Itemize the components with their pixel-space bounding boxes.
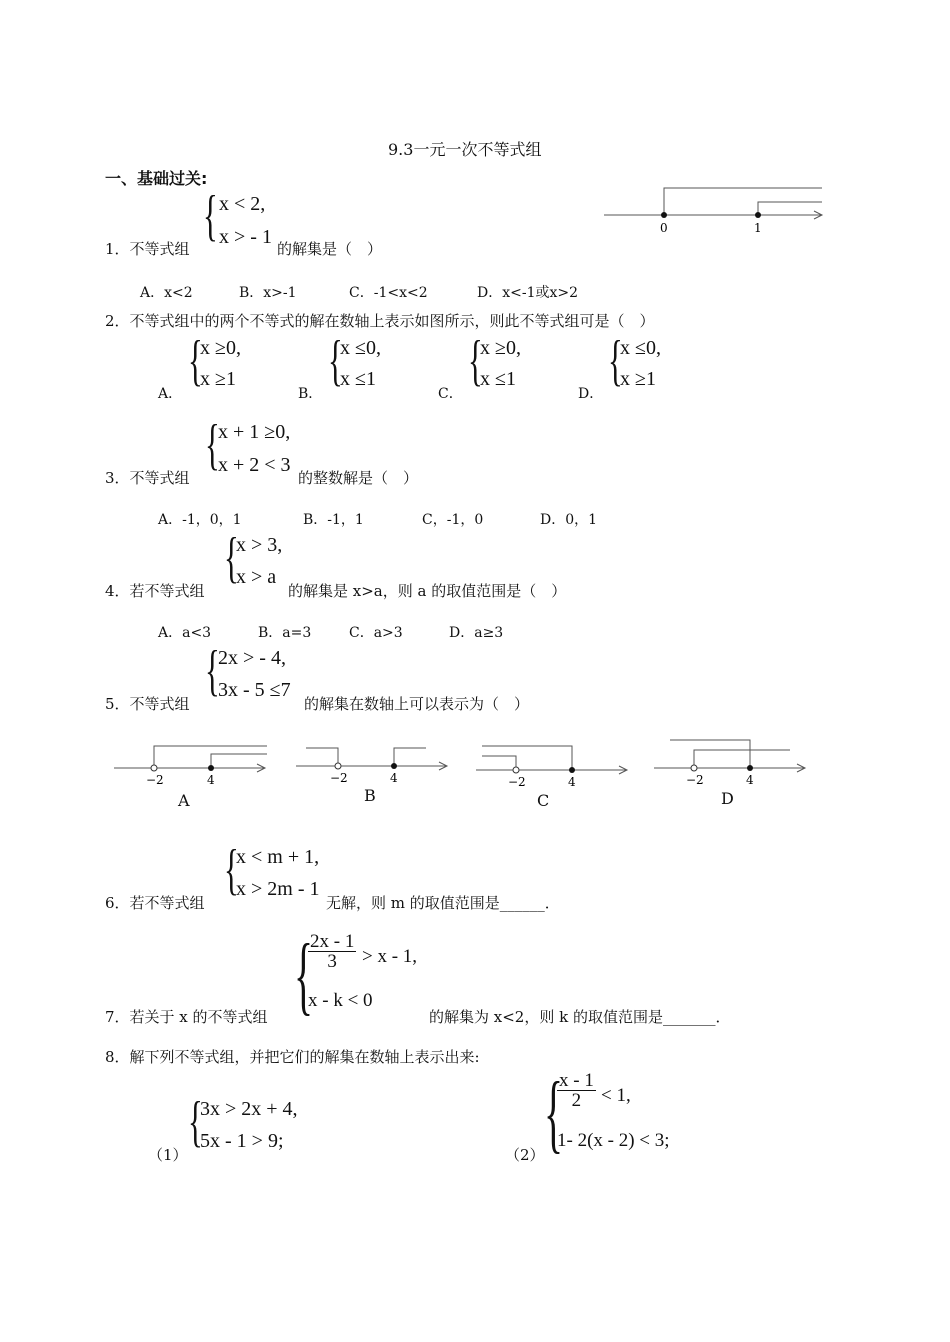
axis-tick-label: 4 [207, 773, 215, 787]
option-c: C．a>3 [349, 625, 403, 641]
option-a: A． [158, 386, 183, 402]
q7-ineq-2: x - k < 0 [308, 990, 373, 1011]
question-3-label: 3．不等式组 [105, 469, 190, 487]
brace-icon: { [294, 927, 314, 1024]
axis-tick-label: 4 [390, 771, 398, 785]
q8-1-ineq-2: 5x - 1 > 9; [200, 1130, 284, 1152]
axis-tick-label: 4 [568, 775, 576, 788]
q4-ineq-1: x > 3, [236, 534, 283, 556]
axis-tick-label: −2 [686, 773, 704, 787]
question-8-text: 8．解下列不等式组，并把它们的解集在数轴上表示出来: [105, 1048, 480, 1066]
q3-ineq-1: x + 1 ≥0, [218, 421, 291, 443]
brace-icon: { [203, 185, 218, 247]
brace-icon: { [205, 414, 220, 476]
question-7-label: 7．若关于 x 的不等式组 [105, 1008, 268, 1026]
brace-icon: { [328, 330, 343, 392]
q2c-ineq-1: x ≥0, [480, 337, 521, 359]
brace-icon: { [188, 1091, 203, 1153]
fraction-denominator: 2 [571, 1090, 582, 1111]
q8-2-fraction [557, 1071, 596, 1110]
option-a: A [178, 791, 190, 810]
question-4-label: 4．若不等式组 [105, 582, 205, 600]
option-a: A．a<3 [158, 625, 212, 641]
option-c: C，-1，0 [422, 512, 484, 528]
brace-icon: { [188, 330, 203, 392]
question-4-tail: 的解集是 x>a，则 a 的取值范围是（ ） [288, 582, 567, 600]
brace-icon: { [205, 640, 220, 702]
q2a-ineq-2: x ≥1 [200, 368, 236, 390]
q1-ineq-2: x > - 1 [219, 226, 272, 248]
q2b-ineq-2: x ≤1 [340, 368, 376, 390]
question-6-label: 6．若不等式组 [105, 894, 205, 912]
q6-ineq-2: x > 2m - 1 [236, 878, 320, 900]
q7-ineq-1-tail: > x - 1, [362, 946, 418, 967]
q1-ineq-1: x < 2, [219, 193, 266, 215]
q2d-ineq-1: x ≤0, [620, 337, 661, 359]
option-a: A．-1，0，1 [158, 512, 242, 528]
brace-icon: { [224, 839, 239, 901]
brace-icon: { [544, 1065, 564, 1162]
option-c: C． [438, 386, 463, 402]
brace-icon: { [224, 527, 239, 589]
axis-tick-label: −2 [146, 773, 164, 787]
brace-icon: { [608, 330, 623, 392]
axis-tick-label: 1 [754, 221, 762, 235]
question-3-tail: 的整数解是（ ） [298, 469, 419, 487]
option-b: B．x>-1 [239, 285, 297, 301]
question-7-tail: 的解集为 x<2，则 k 的取值范围是_______． [429, 1008, 731, 1026]
q2c-ineq-2: x ≤1 [480, 368, 516, 390]
question-5-tail: 的解集在数轴上可以表示为（ ） [304, 695, 530, 713]
axis-tick-label: 0 [660, 221, 668, 235]
axis-tick-label: 4 [746, 773, 754, 787]
q3-ineq-2: x + 2 < 3 [218, 454, 291, 476]
option-d: D．0，1 [540, 512, 598, 528]
q6-ineq-1: x < m + 1, [236, 846, 320, 868]
axis-tick-label: −2 [508, 775, 526, 788]
q5-ineq-1: 2x > - 4, [218, 647, 286, 669]
part-1-label: （1） [148, 1146, 188, 1164]
fraction-denominator: 3 [327, 951, 337, 972]
option-d: D．a≥3 [449, 625, 504, 641]
option-b: B． [298, 386, 323, 402]
question-5-label: 5．不等式组 [105, 695, 190, 713]
fraction-numerator: x - 1 [559, 1070, 594, 1091]
q2b-ineq-1: x ≤0, [340, 337, 381, 359]
question-1-label: 1．不等式组 [105, 240, 190, 258]
q8-2-ineq-1-tail: < 1, [601, 1085, 631, 1106]
q8-1-ineq-1: 3x > 2x + 4, [200, 1098, 298, 1120]
question-1-tail: 的解集是（ ） [277, 240, 383, 258]
fraction-numerator: 2x - 1 [310, 931, 355, 952]
q5-number-line-a [110, 738, 275, 788]
q2d-ineq-2: x ≥1 [620, 368, 656, 390]
option-c: C [537, 791, 550, 810]
brace-icon: { [468, 330, 483, 392]
q5-ineq-2: 3x - 5 ≤7 [218, 679, 291, 701]
axis-tick-label: −2 [330, 771, 348, 785]
option-b: B．-1，1 [303, 512, 364, 528]
q4-ineq-2: x > a [236, 566, 277, 588]
option-b: B．a=3 [258, 625, 312, 641]
option-c: C．-1<x<2 [349, 285, 428, 301]
q5-number-line-c [472, 738, 637, 788]
q7-fraction [308, 932, 356, 971]
q5-number-line-b [292, 738, 457, 788]
q2a-ineq-1: x ≥0, [200, 337, 241, 359]
question-6-tail: 无解，则 m 的取值范围是______． [326, 894, 560, 912]
option-d: D．x<-1或x>2 [477, 285, 579, 301]
option-d: D． [578, 386, 604, 402]
part-2-label: （2） [505, 1146, 545, 1164]
q5-number-line-d [650, 732, 815, 787]
question-2-text: 2．不等式组中的两个不等式的解在数轴上表示如图所示，则此不等式组可是（ ） [105, 312, 655, 330]
page-title: 9.3一元一次不等式组 [388, 140, 542, 159]
q1-number-line [600, 180, 830, 240]
option-b: B [364, 786, 376, 805]
section-heading: 一、基础过关: [105, 169, 208, 188]
option-a: A．x<2 [140, 285, 193, 301]
q8-2-ineq-2: 1- 2(x - 2) < 3; [557, 1130, 670, 1151]
option-d: D [721, 789, 734, 808]
